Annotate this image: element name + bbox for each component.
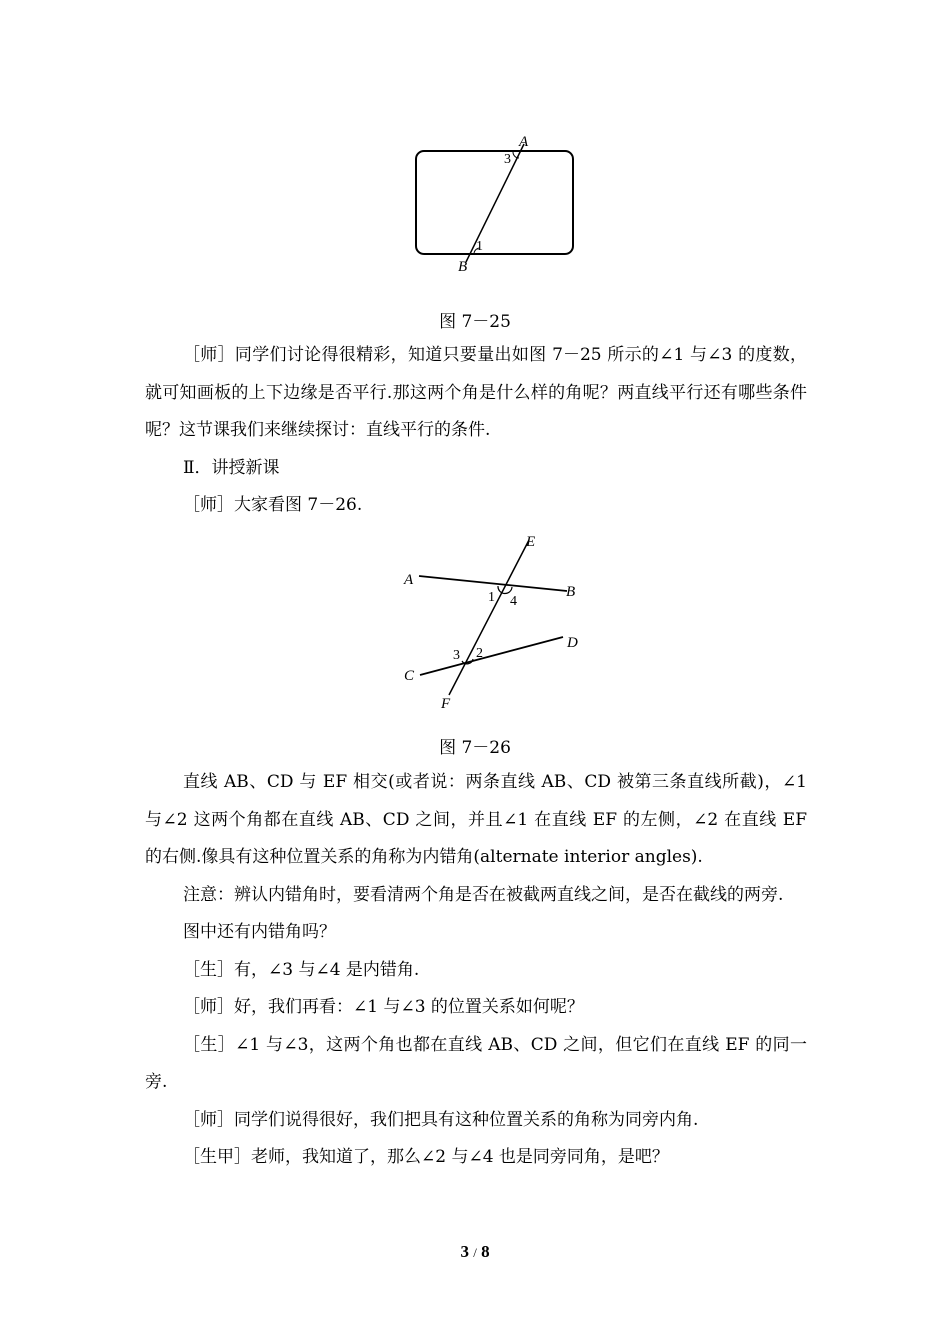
label-angle-2: 2 — [476, 646, 483, 661]
label-a: A — [404, 572, 414, 588]
paragraph-student-jia: ［生甲］老师，我知道了，那么∠2 与∠4 也是同旁同角，是吧？ — [183, 1147, 669, 1167]
line-ef — [449, 540, 529, 695]
label-f: F — [441, 696, 451, 712]
figure-7-25 — [400, 128, 590, 278]
paragraph-teacher-consecutive-angles: ［师］同学们说得很好，我们把具有这种位置关系的角称为同旁内角. — [183, 1109, 699, 1130]
label-c: C — [404, 668, 415, 684]
label-angle-1: 1 — [476, 239, 483, 254]
paragraph-teacher-intro: ［师］同学们讨论得很精彩，知道只要量出如图 7－25 所示的∠1 与∠3 的度数，就可知画板的上下边缘是否平行.那这两个角是什么样的角呢？两直线平行还有哪些条件呢？这节课我们来继续探讨：直线平行的条件. — [145, 345, 807, 440]
paragraph-note: 注意：辨认内错角时，要看清两个角是否在被截两直线之间，是否在截线的两旁. — [183, 884, 784, 905]
page-separator: / — [473, 1245, 477, 1260]
paragraph-question: 图中还有内错角吗？ — [183, 922, 336, 942]
label-b: B — [566, 584, 576, 600]
label-angle-1: 1 — [488, 590, 495, 605]
page-number — [0, 1242, 950, 1262]
label-angle-3: 3 — [504, 152, 511, 167]
paragraph-student-answer-1: ［生］有，∠3 与∠4 是内错角. — [183, 959, 420, 980]
paragraph-look-figure: ［师］大家看图 7－26. — [183, 495, 363, 515]
figure-7-26 — [395, 525, 595, 715]
page-current: 3 — [460, 1242, 469, 1261]
figure-7-25-caption: 图 7－25 — [439, 312, 511, 332]
section-heading: Ⅱ．讲授新课 — [183, 457, 280, 478]
label-b: B — [458, 259, 468, 275]
line-ab — [466, 144, 524, 262]
label-a: A — [519, 134, 529, 150]
paragraph-alternate-interior-angles: 直线 AB、CD 与 EF 相交(或者说：两条直线 AB、CD 被第三条直线所截)，∠1 与∠2 这两个角都在直线 AB、CD 之间，并且∠1 在直线 EF 的左侧，∠2 在直线 EF 的右侧.像具有这种位置关系的角称为内错角(alternate interior angles). — [145, 772, 807, 867]
text-block-1 — [145, 337, 807, 525]
figure-7-26-drawing — [395, 525, 595, 715]
label-angle-3: 3 — [453, 648, 460, 663]
label-d: D — [567, 635, 578, 651]
line-ab — [419, 576, 567, 591]
text-block-2 — [145, 764, 807, 1177]
figure-7-26-caption: 图 7－26 — [439, 738, 511, 758]
label-angle-4: 4 — [510, 594, 517, 609]
line-cd — [420, 637, 563, 675]
paragraph-teacher-question-2: ［师］好，我们再看：∠1 与∠3 的位置关系如何呢？ — [183, 997, 584, 1017]
label-e: E — [526, 534, 536, 550]
page-total: 8 — [481, 1242, 490, 1261]
figure-7-25-drawing — [400, 128, 590, 278]
paragraph-student-answer-2: ［生］∠1 与∠3，这两个角也都在直线 AB、CD 之间，但它们在直线 EF 的同一旁. — [145, 1034, 807, 1092]
